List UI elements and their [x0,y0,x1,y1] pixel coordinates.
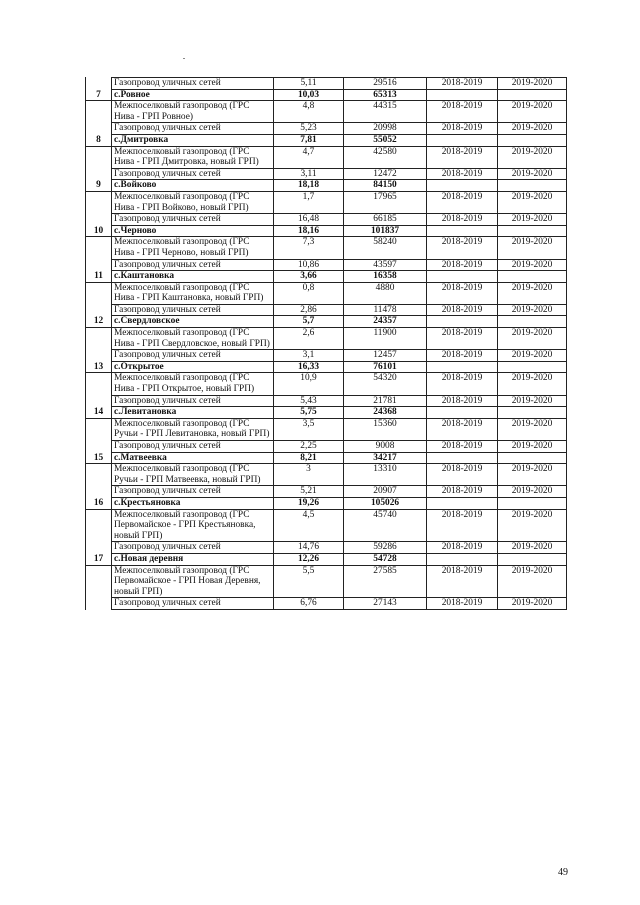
object-name-cell: Газопровод уличных сетей [112,78,274,90]
pipeline-row [86,565,567,598]
design-period-cell: 2018-2019 [427,395,498,407]
cost-cell: 105026 [344,497,427,509]
pipeline-row [86,191,567,213]
length-km-cell: 7,81 [274,134,344,146]
build-period-cell [498,180,567,192]
build-period-cell: 2019-2020 [498,598,567,610]
build-period-cell: 2019-2020 [498,542,567,554]
design-period-cell [427,452,498,464]
length-km-cell: 1,7 [274,191,344,213]
build-period-cell: 2019-2020 [498,237,567,259]
design-period-cell: 2018-2019 [427,441,498,453]
cost-cell: 16358 [344,271,427,283]
pipeline-row [86,509,567,542]
build-period-cell: 2019-2020 [498,191,567,213]
pipeline-row [86,168,567,180]
object-name-cell: с.Войково [112,180,274,192]
object-name-cell: Межпоселковый газопровод (ГРС Нива - ГРП Дмитровка, новый ГРП) [112,146,274,168]
pipeline-row [86,373,567,395]
build-period-cell [498,361,567,373]
length-km-cell: 2,86 [274,304,344,316]
length-km-cell: 3,5 [274,418,344,440]
cost-cell: 13310 [344,464,427,486]
row-number-cell: 10 [86,225,112,237]
object-name-cell: Межпоселковый газопровод (ГРС Первомайское - ГРП Новая Деревня, новый ГРП) [112,565,274,598]
length-km-cell: 7,3 [274,237,344,259]
row-number-cell [86,418,112,440]
design-period-cell [427,407,498,419]
design-period-cell: 2018-2019 [427,123,498,135]
row-number-cell: 13 [86,361,112,373]
build-period-cell: 2019-2020 [498,259,567,271]
length-km-cell: 3,11 [274,168,344,180]
object-name-cell: Межпоселковый газопровод (ГРС Ручьи - ГРП Матвеевка, новый ГРП) [112,464,274,486]
design-period-cell: 2018-2019 [427,565,498,598]
cost-cell: 12457 [344,350,427,362]
build-period-cell: 2019-2020 [498,123,567,135]
design-period-cell: 2018-2019 [427,350,498,362]
pipeline-row [86,101,567,123]
row-number-cell: 9 [86,180,112,192]
cost-cell: 65313 [344,89,427,101]
design-period-cell [427,134,498,146]
row-number-cell [86,486,112,498]
object-name-cell: с.Каштановка [112,271,274,283]
object-name-cell: с.Новая деревня [112,553,274,565]
pipeline-row [86,146,567,168]
design-period-cell [427,497,498,509]
pipeline-row [86,259,567,271]
object-name-cell: с.Дмитровка [112,134,274,146]
cost-cell: 12472 [344,168,427,180]
row-number-cell [86,282,112,304]
object-name-cell: Газопровод уличных сетей [112,441,274,453]
village-row [86,89,567,101]
length-km-cell: 5,21 [274,486,344,498]
build-period-cell: 2019-2020 [498,565,567,598]
object-name-cell: Газопровод уличных сетей [112,123,274,135]
village-row [86,271,567,283]
object-name-cell: Межпоселковый газопровод (ГРС Нива - ГРП Свердловское, новый ГРП) [112,328,274,350]
object-name-cell: Газопровод уличных сетей [112,304,274,316]
row-number-cell [86,78,112,90]
cost-cell: 11900 [344,328,427,350]
row-number-cell [86,237,112,259]
design-period-cell: 2018-2019 [427,101,498,123]
build-period-cell: 2019-2020 [498,418,567,440]
cost-cell: 21781 [344,395,427,407]
design-period-cell: 2018-2019 [427,78,498,90]
cost-cell: 54728 [344,553,427,565]
design-period-cell [427,225,498,237]
cost-cell: 45740 [344,509,427,542]
build-period-cell [498,134,567,146]
length-km-cell: 6,76 [274,598,344,610]
build-period-cell [498,452,567,464]
build-period-cell: 2019-2020 [498,509,567,542]
gas-pipeline-table [85,77,567,610]
cost-cell: 84150 [344,180,427,192]
length-km-cell: 10,9 [274,373,344,395]
pipeline-row [86,282,567,304]
length-km-cell: 4,8 [274,101,344,123]
cost-cell: 59286 [344,542,427,554]
design-period-cell: 2018-2019 [427,486,498,498]
build-period-cell [498,225,567,237]
object-name-cell: Газопровод уличных сетей [112,395,274,407]
row-number-cell [86,464,112,486]
build-period-cell: 2019-2020 [498,441,567,453]
cost-cell: 76101 [344,361,427,373]
length-km-cell: 16,48 [274,214,344,226]
object-name-cell: Межпоселковый газопровод (ГРС Первомайское - ГРП Крестьяновка, новый ГРП) [112,509,274,542]
design-period-cell: 2018-2019 [427,168,498,180]
design-period-cell: 2018-2019 [427,328,498,350]
length-km-cell: 10,86 [274,259,344,271]
design-period-cell: 2018-2019 [427,282,498,304]
row-number-cell [86,123,112,135]
design-period-cell [427,271,498,283]
length-km-cell: 0,8 [274,282,344,304]
build-period-cell: 2019-2020 [498,464,567,486]
design-period-cell: 2018-2019 [427,509,498,542]
cost-cell: 24368 [344,407,427,419]
length-km-cell: 4,7 [274,146,344,168]
cost-cell: 43597 [344,259,427,271]
length-km-cell: 5,7 [274,316,344,328]
design-period-cell [427,316,498,328]
length-km-cell: 12,26 [274,553,344,565]
row-number-cell [86,509,112,542]
design-period-cell: 2018-2019 [427,598,498,610]
cost-cell: 27143 [344,598,427,610]
object-name-cell: с.Матвеевка [112,452,274,464]
row-number-cell [86,328,112,350]
design-period-cell [427,361,498,373]
design-period-cell: 2018-2019 [427,259,498,271]
build-period-cell: 2019-2020 [498,395,567,407]
pipeline-row [86,418,567,440]
village-row [86,225,567,237]
row-number-cell [86,565,112,598]
length-km-cell: 10,03 [274,89,344,101]
object-name-cell: Газопровод уличных сетей [112,542,274,554]
scan-speck [183,58,185,59]
length-km-cell: 18,16 [274,225,344,237]
design-period-cell: 2018-2019 [427,191,498,213]
length-km-cell: 2,6 [274,328,344,350]
cost-cell: 29516 [344,78,427,90]
village-row [86,134,567,146]
cost-cell: 24357 [344,316,427,328]
cost-cell: 44315 [344,101,427,123]
object-name-cell: Газопровод уличных сетей [112,598,274,610]
pipeline-row [86,78,567,90]
row-number-cell [86,542,112,554]
build-period-cell [498,89,567,101]
build-period-cell: 2019-2020 [498,328,567,350]
row-number-cell [86,395,112,407]
cost-cell: 42580 [344,146,427,168]
build-period-cell [498,553,567,565]
length-km-cell: 5,43 [274,395,344,407]
cost-cell: 55052 [344,134,427,146]
design-period-cell: 2018-2019 [427,304,498,316]
row-number-cell: 8 [86,134,112,146]
object-name-cell: Газопровод уличных сетей [112,486,274,498]
village-row [86,497,567,509]
length-km-cell: 18,18 [274,180,344,192]
build-period-cell: 2019-2020 [498,101,567,123]
build-period-cell: 2019-2020 [498,146,567,168]
length-km-cell: 5,5 [274,565,344,598]
page-number: 49 [558,867,568,878]
row-number-cell: 16 [86,497,112,509]
build-period-cell: 2019-2020 [498,214,567,226]
cost-cell: 54320 [344,373,427,395]
length-km-cell: 2,25 [274,441,344,453]
object-name-cell: с.Левитановка [112,407,274,419]
row-number-cell: 12 [86,316,112,328]
village-row [86,361,567,373]
row-number-cell: 14 [86,407,112,419]
row-number-cell [86,214,112,226]
build-period-cell: 2019-2020 [498,373,567,395]
build-period-cell [498,407,567,419]
pipeline-row [86,395,567,407]
length-km-cell: 5,75 [274,407,344,419]
object-name-cell: с.Свердловское [112,316,274,328]
village-row [86,407,567,419]
pipeline-row [86,304,567,316]
design-period-cell: 2018-2019 [427,542,498,554]
cost-cell: 101837 [344,225,427,237]
object-name-cell: с.Черново [112,225,274,237]
length-km-cell: 3,66 [274,271,344,283]
cost-cell: 34217 [344,452,427,464]
build-period-cell: 2019-2020 [498,78,567,90]
build-period-cell [498,316,567,328]
object-name-cell: Газопровод уличных сетей [112,259,274,271]
row-number-cell: 17 [86,553,112,565]
cost-cell: 20998 [344,123,427,135]
row-number-cell [86,146,112,168]
object-name-cell: Межпоселковый газопровод (ГРС Ручьи - ГРП Левитановка, новый ГРП) [112,418,274,440]
length-km-cell: 16,33 [274,361,344,373]
village-row [86,316,567,328]
village-row [86,452,567,464]
object-name-cell: Газопровод уличных сетей [112,214,274,226]
design-period-cell: 2018-2019 [427,373,498,395]
build-period-cell: 2019-2020 [498,282,567,304]
pipeline-row [86,598,567,610]
design-period-cell: 2018-2019 [427,418,498,440]
object-name-cell: Газопровод уличных сетей [112,350,274,362]
object-name-cell: Межпоселковый газопровод (ГРС Нива - ГРП Ровное) [112,101,274,123]
design-period-cell: 2018-2019 [427,237,498,259]
design-period-cell: 2018-2019 [427,214,498,226]
length-km-cell: 14,76 [274,542,344,554]
build-period-cell: 2019-2020 [498,486,567,498]
row-number-cell [86,259,112,271]
row-number-cell [86,168,112,180]
object-name-cell: с.Ровное [112,89,274,101]
pipeline-row [86,328,567,350]
row-number-cell [86,304,112,316]
build-period-cell [498,497,567,509]
row-number-cell [86,441,112,453]
length-km-cell: 4,5 [274,509,344,542]
length-km-cell: 3 [274,464,344,486]
row-number-cell [86,191,112,213]
row-number-cell: 11 [86,271,112,283]
table-body [86,78,567,610]
pipeline-row [86,214,567,226]
object-name-cell: Межпоселковый газопровод (ГРС Нива - ГРП Открытое, новый ГРП) [112,373,274,395]
pipeline-row [86,350,567,362]
pipeline-row [86,542,567,554]
build-period-cell [498,271,567,283]
length-km-cell: 5,23 [274,123,344,135]
pipeline-row [86,237,567,259]
object-name-cell: Межпоселковый газопровод (ГРС Нива - ГРП Черново, новый ГРП) [112,237,274,259]
cost-cell: 66185 [344,214,427,226]
build-period-cell: 2019-2020 [498,168,567,180]
cost-cell: 20907 [344,486,427,498]
cost-cell: 4880 [344,282,427,304]
design-period-cell [427,553,498,565]
pipeline-row [86,123,567,135]
cost-cell: 15360 [344,418,427,440]
row-number-cell [86,598,112,610]
design-period-cell [427,89,498,101]
length-km-cell: 19,26 [274,497,344,509]
design-period-cell: 2018-2019 [427,464,498,486]
pipeline-row [86,486,567,498]
village-row [86,553,567,565]
design-period-cell [427,180,498,192]
build-period-cell: 2019-2020 [498,304,567,316]
length-km-cell: 5,11 [274,78,344,90]
pipeline-row [86,441,567,453]
cost-cell: 11478 [344,304,427,316]
object-name-cell: Межпоселковый газопровод (ГРС Нива - ГРП Каштановка, новый ГРП) [112,282,274,304]
object-name-cell: с.Открытое [112,361,274,373]
cost-cell: 9008 [344,441,427,453]
object-name-cell: с.Крестьяновка [112,497,274,509]
design-period-cell: 2018-2019 [427,146,498,168]
row-number-cell: 15 [86,452,112,464]
row-number-cell: 7 [86,89,112,101]
length-km-cell: 3,1 [274,350,344,362]
length-km-cell: 8,21 [274,452,344,464]
cost-cell: 27585 [344,565,427,598]
object-name-cell: Межпоселковый газопровод (ГРС Нива - ГРП Войково, новый ГРП) [112,191,274,213]
pipeline-row [86,464,567,486]
object-name-cell: Газопровод уличных сетей [112,168,274,180]
village-row [86,180,567,192]
row-number-cell [86,350,112,362]
row-number-cell [86,373,112,395]
cost-cell: 17965 [344,191,427,213]
cost-cell: 58240 [344,237,427,259]
build-period-cell: 2019-2020 [498,350,567,362]
row-number-cell [86,101,112,123]
